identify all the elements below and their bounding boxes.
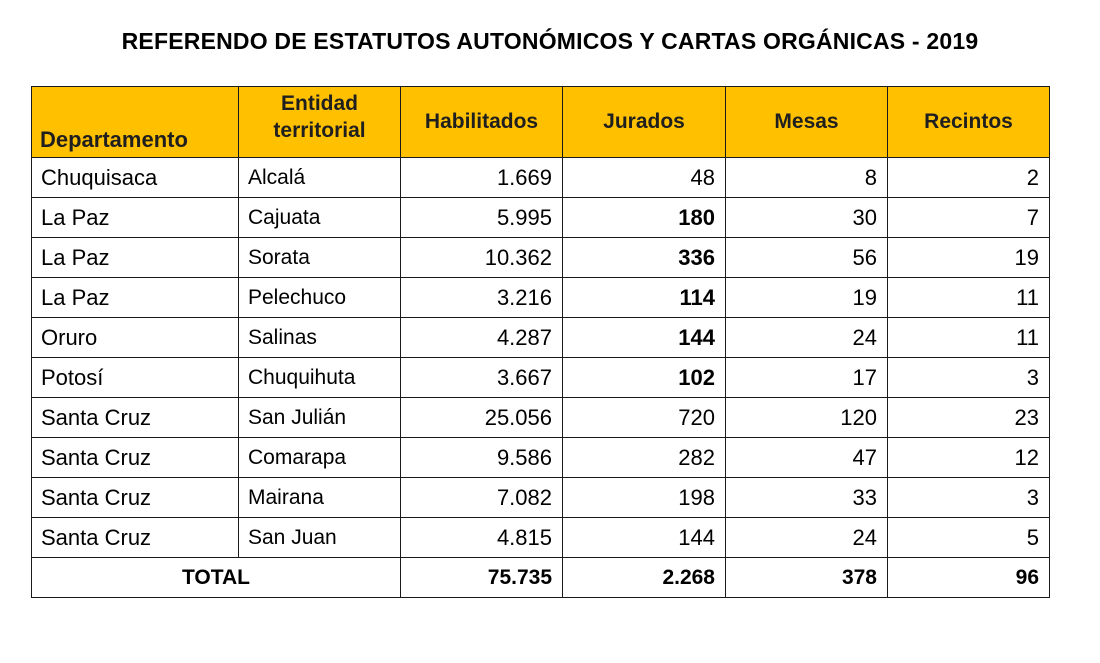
cell-mesas: 8 bbox=[726, 158, 888, 198]
table-row bbox=[32, 238, 1050, 278]
cell-habilitados: 1.669 bbox=[401, 158, 563, 198]
table-header-row bbox=[32, 87, 1050, 158]
cell-mesas: 47 bbox=[726, 438, 888, 478]
header-departamento: Departamento bbox=[32, 87, 239, 158]
cell-recintos: 11 bbox=[888, 318, 1050, 358]
table-row bbox=[32, 318, 1050, 358]
cell-mesas: 24 bbox=[726, 518, 888, 558]
header-entidad: Entidad territorial bbox=[239, 87, 401, 158]
total-jurados: 2.268 bbox=[563, 558, 726, 598]
header-mesas: Mesas bbox=[726, 87, 888, 158]
table-row bbox=[32, 518, 1050, 558]
cell-recintos: 7 bbox=[888, 198, 1050, 238]
cell-habilitados: 7.082 bbox=[401, 478, 563, 518]
cell-entidad: Chuquihuta bbox=[239, 358, 401, 398]
cell-mesas: 30 bbox=[726, 198, 888, 238]
header-jurados: Jurados bbox=[563, 87, 726, 158]
total-row bbox=[32, 558, 1050, 598]
cell-recintos: 23 bbox=[888, 398, 1050, 438]
header-habilitados: Habilitados bbox=[401, 87, 563, 158]
cell-entidad: Alcalá bbox=[239, 158, 401, 198]
total-habilitados: 75.735 bbox=[401, 558, 563, 598]
cell-departamento: Santa Cruz bbox=[32, 398, 239, 438]
cell-jurados: 198 bbox=[563, 478, 726, 518]
table-row bbox=[32, 358, 1050, 398]
cell-departamento: Santa Cruz bbox=[32, 478, 239, 518]
cell-jurados: 720 bbox=[563, 398, 726, 438]
cell-jurados: 336 bbox=[563, 238, 726, 278]
table-body bbox=[32, 158, 1050, 558]
cell-entidad: Salinas bbox=[239, 318, 401, 358]
cell-mesas: 19 bbox=[726, 278, 888, 318]
cell-entidad: Comarapa bbox=[239, 438, 401, 478]
cell-entidad: Pelechuco bbox=[239, 278, 401, 318]
table-row bbox=[32, 438, 1050, 478]
cell-recintos: 12 bbox=[888, 438, 1050, 478]
cell-mesas: 17 bbox=[726, 358, 888, 398]
total-mesas: 378 bbox=[726, 558, 888, 598]
cell-habilitados: 4.815 bbox=[401, 518, 563, 558]
cell-habilitados: 4.287 bbox=[401, 318, 563, 358]
cell-entidad: Sorata bbox=[239, 238, 401, 278]
results-table bbox=[31, 86, 1050, 598]
cell-recintos: 3 bbox=[888, 358, 1050, 398]
cell-departamento: La Paz bbox=[32, 278, 239, 318]
cell-jurados: 282 bbox=[563, 438, 726, 478]
cell-habilitados: 3.216 bbox=[401, 278, 563, 318]
page-title: REFERENDO DE ESTATUTOS AUTONÓMICOS Y CARTAS ORGÁNICAS - 2019 bbox=[121, 28, 979, 54]
cell-jurados: 48 bbox=[563, 158, 726, 198]
cell-jurados: 114 bbox=[563, 278, 726, 318]
cell-jurados: 144 bbox=[563, 318, 726, 358]
cell-entidad: Mairana bbox=[239, 478, 401, 518]
cell-habilitados: 10.362 bbox=[401, 238, 563, 278]
cell-departamento: Oruro bbox=[32, 318, 239, 358]
cell-mesas: 33 bbox=[726, 478, 888, 518]
cell-recintos: 11 bbox=[888, 278, 1050, 318]
total-label: TOTAL bbox=[32, 558, 401, 598]
cell-departamento: La Paz bbox=[32, 238, 239, 278]
cell-habilitados: 5.995 bbox=[401, 198, 563, 238]
table-row bbox=[32, 478, 1050, 518]
cell-mesas: 56 bbox=[726, 238, 888, 278]
table-row bbox=[32, 198, 1050, 238]
cell-recintos: 2 bbox=[888, 158, 1050, 198]
cell-entidad: San Julián bbox=[239, 398, 401, 438]
cell-departamento: Potosí bbox=[32, 358, 239, 398]
cell-recintos: 19 bbox=[888, 238, 1050, 278]
cell-mesas: 120 bbox=[726, 398, 888, 438]
cell-jurados: 102 bbox=[563, 358, 726, 398]
cell-recintos: 3 bbox=[888, 478, 1050, 518]
cell-jurados: 180 bbox=[563, 198, 726, 238]
cell-departamento: La Paz bbox=[32, 198, 239, 238]
cell-entidad: San Juan bbox=[239, 518, 401, 558]
cell-departamento: Santa Cruz bbox=[32, 438, 239, 478]
header-recintos: Recintos bbox=[888, 87, 1050, 158]
total-recintos: 96 bbox=[888, 558, 1050, 598]
cell-habilitados: 25.056 bbox=[401, 398, 563, 438]
cell-jurados: 144 bbox=[563, 518, 726, 558]
cell-habilitados: 9.586 bbox=[401, 438, 563, 478]
table-row bbox=[32, 398, 1050, 438]
cell-mesas: 24 bbox=[726, 318, 888, 358]
cell-entidad: Cajuata bbox=[239, 198, 401, 238]
cell-recintos: 5 bbox=[888, 518, 1050, 558]
cell-departamento: Santa Cruz bbox=[32, 518, 239, 558]
table-row bbox=[32, 158, 1050, 198]
table-row bbox=[32, 278, 1050, 318]
cell-habilitados: 3.667 bbox=[401, 358, 563, 398]
cell-departamento: Chuquisaca bbox=[32, 158, 239, 198]
